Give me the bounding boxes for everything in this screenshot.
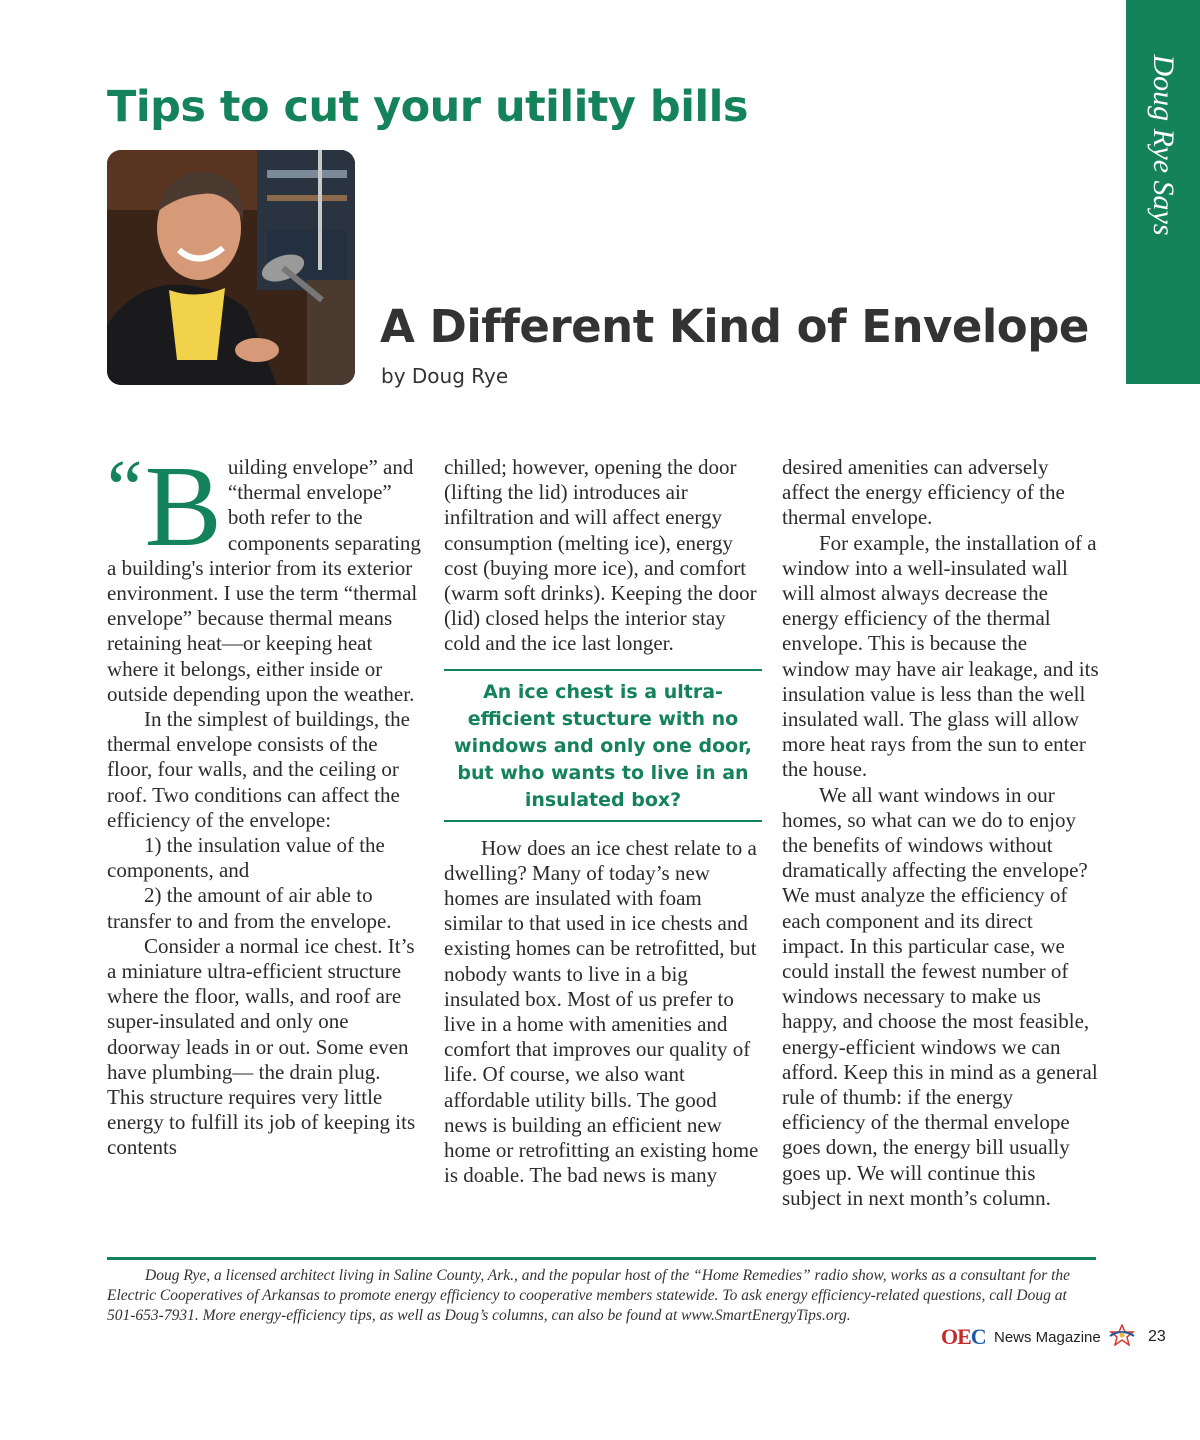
pull-quote: An ice chest is a ultra-efficient stucture with no windows and only one door, but who wants to live in an insulated box? [444,669,762,822]
author-bio: Doug Rye, a licensed architect living in Saline County, Ark., and the popular host of the “Home Remedies” radio show, works as a consultant for the Electric Cooperatives of Arkansas to promote energy efficiency to cooperative members statewide. To ask energy efficiency-related questions, call Doug at 501-653-7931. More energy-efficiency tips, as well as Doug’s columns, can also be found at www.SmartEnergyTips.org. [107,1267,1071,1324]
page-number: 23 [1148,1328,1166,1345]
body-column-3 [782,455,1100,1211]
author-photo [107,150,355,385]
byline: by Doug Rye [381,364,509,388]
oec-logo [941,1324,986,1350]
paragraph: chilled; however, opening the door (lifting the lid) introduces air infiltration and will affect energy consumption (melting ice), energy cost (buying more ice), and comfort (warm soft drinks). Keeping the door (lid) closed helps the interior stay cold and the ice last longer. [444,455,757,656]
magazine-name: News Magazine [994,1329,1101,1346]
paragraph: We all want windows in our homes, so what can we do to enjoy the benefits of windows without dramatically affecting the envelope? We must analyze the efficiency of each component and its direct impact. In this particular case, we could install the fewest number of windows necessary to make us happy, and choose the most feasible, energy-efficient windows we can afford. Keep this in mind as a general rule of thumb: if the energy efficiency of the thermal envelope goes down, the energy bill usually goes up. We will continue this subject in next month’s column. [782,782,1098,1210]
paragraph: For example, the installation of a window into a well-insulated wall will almost always decrease the energy efficiency of the thermal envelope. This is because the window may have air leakage, and its insulation value is less than the well insulated wall. The glass will allow more heat rays from the sun to enter the house. [782,530,1099,782]
magazine-star-icon [1108,1324,1136,1351]
portrait-photo [107,150,355,385]
section-tab-label: Doug Rye Says [1147,54,1180,236]
paragraph: 1) the insulation value of the components, and [107,833,385,883]
oec-logo-oe: OE [941,1324,971,1349]
article-title: A Different Kind of Envelope [380,300,1089,353]
bio-divider [107,1257,1096,1260]
drop-cap: B [144,443,222,571]
series-title: Tips to cut your utility bills [107,82,749,132]
opening-quote: “ [107,445,143,533]
paragraph: Consider a normal ice chest. It’s a miniature ultra-efficient structure where the floor, walls, and roof are super-insulated and only one doorway leads in or out. Some even have plumbing— the drain plug. This structure requires very little energy to fulfill its job of keeping its contents [107,933,416,1160]
body-column-1 [107,443,422,1161]
drop-cap-block [107,443,222,571]
paragraph: desired amenities can adversely affect the energy efficiency of the thermal envelope. [782,455,1065,530]
paragraph: uilding envelope” and “thermal envelope” both refer to the components separating a building's interior from its exterior environment. I use the term “thermal envelope” because thermal means retaining heat—or keeping heat where it belongs, either inside or outside depending upon the weather. [107,455,421,706]
paragraph: In the simplest of buildings, the thermal envelope consists of the floor, four walls, and the ceiling or roof. Two conditions can affect the efficiency of the envelope: [107,707,410,832]
body-column-2 [444,455,762,1188]
paragraph: How does an ice chest relate to a dwelling? Many of today’s new homes are insulated with foam similar to that used in ice chests and existing homes can be retrofitted, but nobody wants to live in a big insulated box. Most of us prefer to live in a home with amenities and comfort that improves our quality of life. Of course, we also want affordable utility bills. The good news is building an efficient new home or retrofitting an existing home is doable. The bad news is many [444,835,759,1188]
paragraph: 2) the amount of air able to transfer to and from the envelope. [107,883,392,933]
oec-logo-c: C [970,1324,986,1349]
